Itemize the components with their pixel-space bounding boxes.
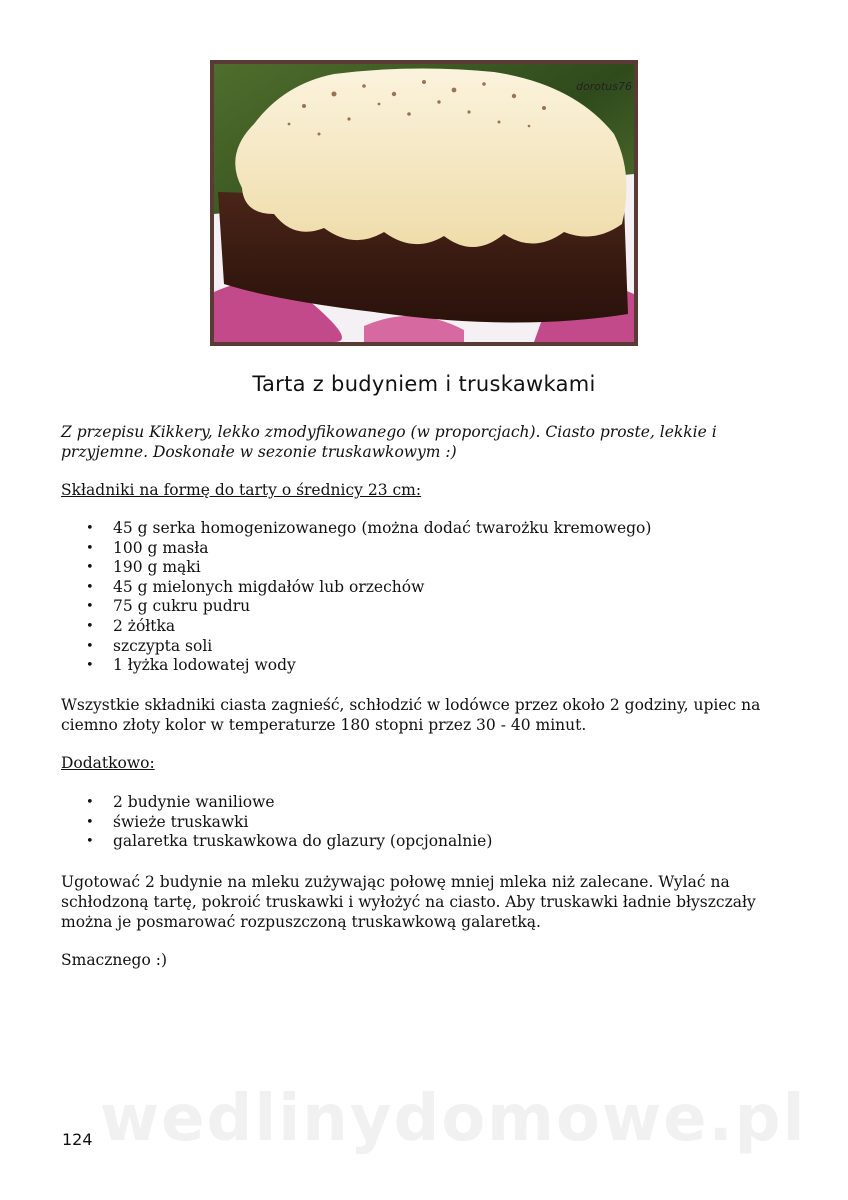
list-item: • 100 g masła	[61, 539, 651, 559]
list-item: • 2 budynie waniliowe	[61, 793, 492, 813]
ingredients-heading: Składniki na formę do tarty o średnicy 23 cm:	[61, 481, 422, 499]
page-number: 124	[62, 1130, 93, 1149]
photo-watermark: dorotus76	[576, 80, 632, 93]
list-item: • 75 g cukru pudru	[61, 597, 651, 617]
recipe-intro: Z przepisu Kikkery, lekko zmodyfikowanego (w proporcjach). Ciasto proste, lekkie i przyjemne. Doskonałe w sezonie truskawkowym :)	[61, 423, 717, 461]
instructions-dough: Wszystkie składniki ciasta zagnieść, schłodzić w lodówce przez około 2 godziny, upiec na ciemno złoty kolor w temperaturze 180 stopni przez 30 - 40 minut.	[61, 696, 761, 734]
list-item: • galaretka truskawkowa do glazury (opcjonalnie)	[61, 832, 492, 852]
cake-slice-image	[214, 64, 634, 342]
list-item: • 45 g serka homogenizowanego (można dodać twarożku kremowego)	[61, 519, 651, 539]
list-item: • świeże truskawki	[61, 813, 492, 833]
list-item: • 45 g mielonych migdałów lub orzechów	[61, 578, 651, 598]
extras-list	[61, 793, 492, 852]
site-watermark: wedlinydomowe.pl	[100, 1082, 807, 1156]
recipe-title: Tarta z budyniem i truskawkami	[252, 372, 596, 396]
instructions-filling: Ugotować 2 budynie na mleku zużywając połowę mniej mleka niż zalecane. Wylać na schłodzoną tartę, pokroić truskawki i wyłożyć na ciasto. Aby truskawki ładnie błyszczały można je posmarować rozpuszczoną truskawkową galaretką.	[61, 873, 756, 931]
ingredients-list	[61, 519, 651, 676]
recipe-photo	[210, 60, 638, 346]
closing-text: Smacznego :)	[61, 951, 168, 969]
list-item: • 1 łyżka lodowatej wody	[61, 656, 651, 676]
list-item: • szczypta soli	[61, 637, 651, 657]
list-item: • 2 żółtka	[61, 617, 651, 637]
list-item: • 190 g mąki	[61, 558, 651, 578]
extras-heading: Dodatkowo:	[61, 754, 155, 772]
